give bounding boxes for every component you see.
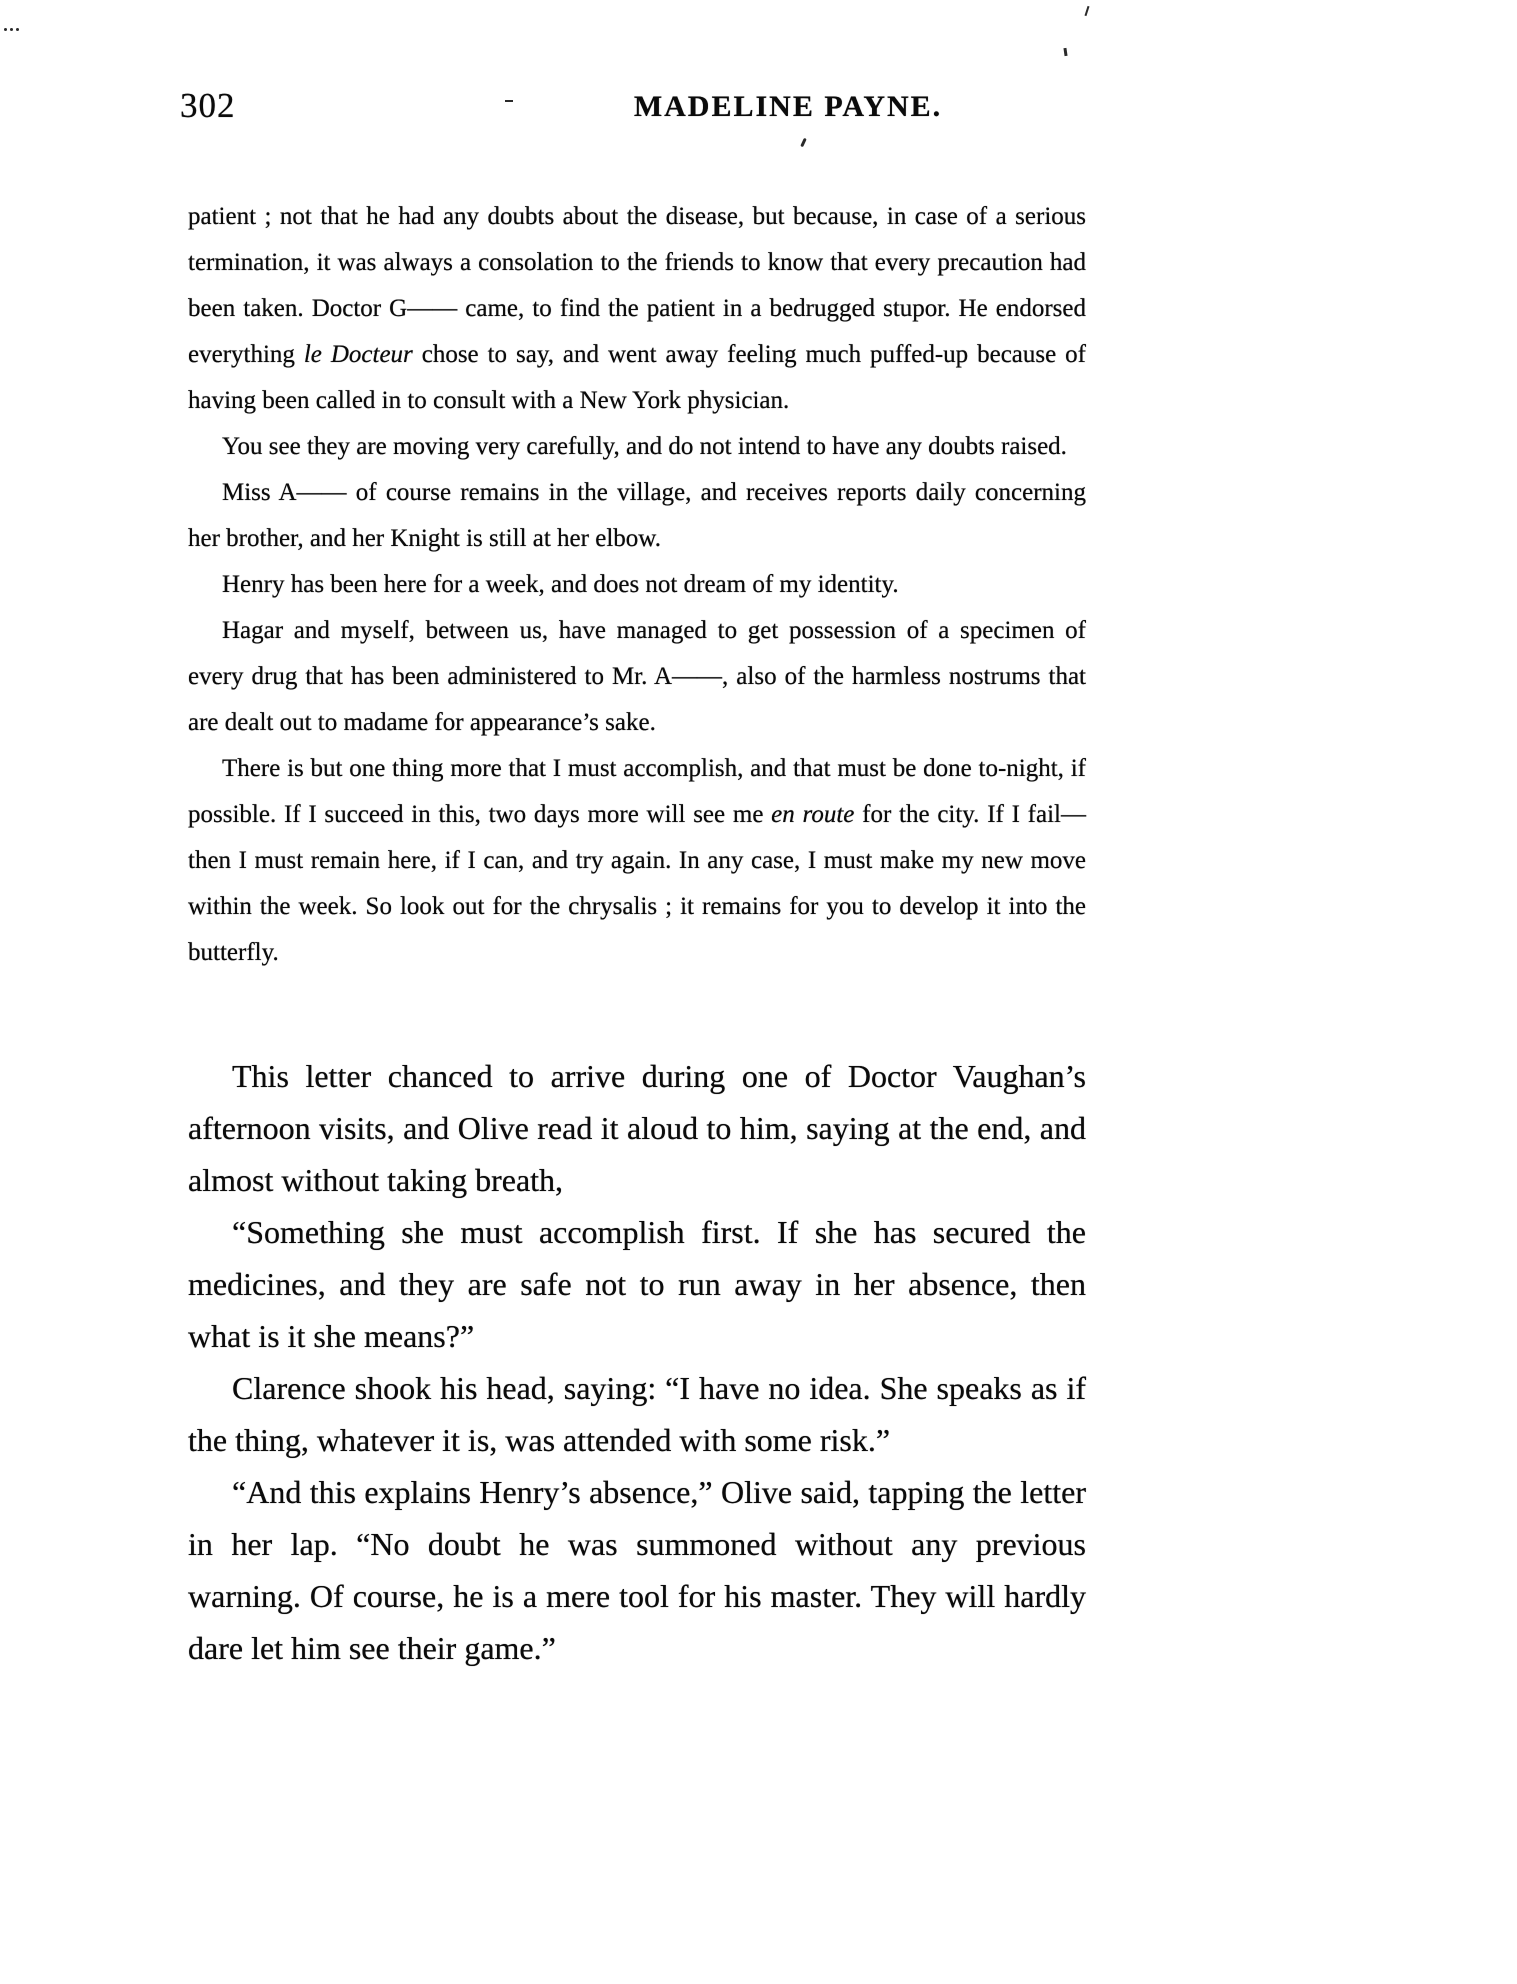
letter-paragraph [188,470,1086,562]
page-number: 302 [180,86,236,125]
letter-excerpt [188,194,1086,976]
scan-artifact [1085,6,1090,16]
text-run: “Something she must accomplish first. If she has secured the medicines, and they are safe not to run away in her absence, then what is it she means?” [188,1214,1086,1354]
page-header [0,86,1517,136]
text-run: Hagar and myself, between us, have managed to get possession of a specimen of every drug that has been administered to Mr. A——, also of the harmless nostrums that are dealt out to madame for appearance’s sake. [188,617,1086,736]
text-run: Miss A—— of course remains in the village, and receives reports daily concerning her brother, and her Knight is still at her elbow. [188,479,1086,552]
italic-text: en route [771,801,855,828]
letter-paragraph [188,746,1086,976]
narrative-paragraph [188,1466,1086,1674]
running-title: MADELINE PAYNE. [633,90,943,123]
page-content [188,194,1086,1674]
letter-paragraph [188,424,1086,470]
narrative-paragraph [188,1362,1086,1466]
text-run: chose to say, and went away feeling much puffed-up because of having been called in to consult with a New York physician. [188,341,1086,414]
text-run: This letter chanced to arrive during one of Doctor Vaughan’s afternoon visits, and Olive read it aloud to him, saying at the end, and almost without taking breath, [188,1058,1086,1198]
italic-text: le Docteur [303,341,413,368]
scan-artifact [4,28,7,31]
letter-paragraph [188,194,1086,424]
text-run: for the city. If I fail—then I must remain here, if I can, and try again. In any case, I must make my new move within the week. So look out for the chrysalis ; it remains for you to develop it into the butterfly. [188,801,1086,966]
scan-artifact [1063,48,1067,56]
letter-paragraph [188,562,1086,608]
text-run: There is but one thing more that I must accomplish, and that must be done to-night, if possible. If I succeed in this, two days more will see me [188,755,1086,828]
narrative-text [188,1050,1086,1674]
letter-paragraph [188,608,1086,746]
text-run: “And this explains Henry’s absence,” Olive said, tapping the letter in her lap. “No doubt he was summoned without any previous warning. Of course, he is a mere tool for his master. They will hardly dare let him see their game.” [188,1474,1086,1666]
narrative-paragraph [188,1206,1086,1362]
narrative-paragraph [188,1050,1086,1206]
scan-artifact [800,138,807,147]
text-run: patient ; not that he had any doubts about the disease, but because, in case of a serious termination, it was always a consolation to the friends to know that every precaution had been taken. Doctor G—— came, to find the patient in a bedrugged stupor. He endorsed everything [188,203,1086,368]
text-run: You see they are moving very carefully, and do not intend to have any doubts raised. [222,433,1067,460]
text-run: Clarence shook his head, saying: “I have no idea. She speaks as if the thing, whatever it is, was attended with some risk.” [188,1370,1086,1458]
text-run: Henry has been here for a week, and does not dream of my identity. [222,571,899,598]
